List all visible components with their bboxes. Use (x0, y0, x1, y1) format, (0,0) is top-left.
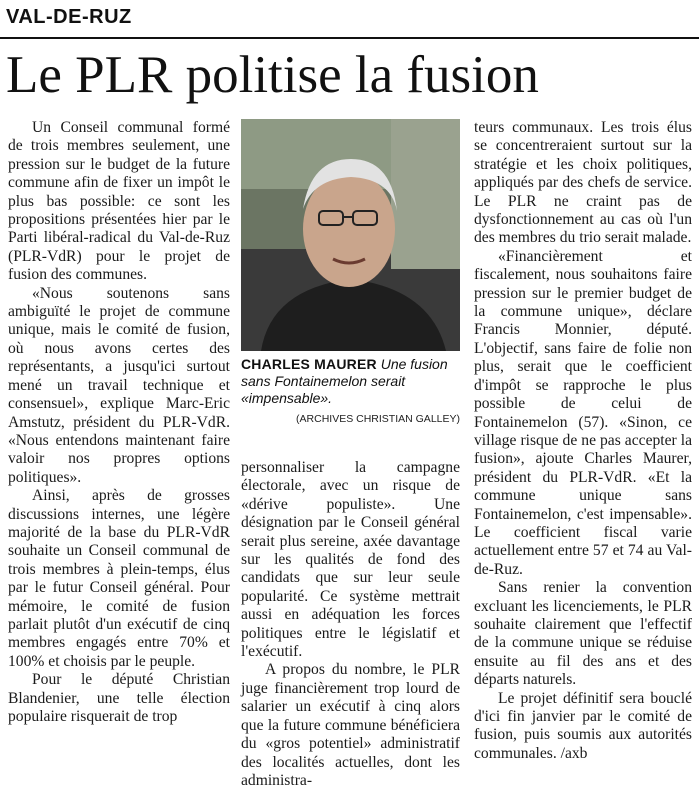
section-header (0, 0, 699, 40)
caption-name: CHARLES MAURER (241, 356, 377, 372)
article-column-1 (8, 119, 230, 726)
photo-credit: (ARCHIVES CHRISTIAN GALLEY) (296, 413, 460, 425)
paragraph: Pour le député Christian Blandenier, une telle élection populaire risquerait de trop (8, 671, 230, 725)
paragraph: Ainsi, après de grosses discussions internes, une légère majorité de la base du PLR-VdR souhaite un Conseil communal de trois membres à plein-temps, élus par le futur Conseil général. Pour mémoire, le comité de fusion parlait plutôt d'un exécutif de cinq membres engagés entre 70% et 100% et choisis par le peuple. (8, 487, 230, 670)
paragraph: A propos du nombre, le PLR juge financièrement trop lourd de salarier un exécutif à cinq alors que la future commune bénéficiera du «gros potentiel» administratif des localités actuelles, dont les administra- (241, 661, 460, 789)
section-label: VAL-DE-RUZ (6, 6, 132, 28)
article-column-3 (474, 119, 692, 763)
photo-caption (241, 356, 460, 407)
paragraph: «Financièrement et fiscalement, nous souhaitons faire pression sur le premier budget de la commune unique», déclare Francis Monnier, député. L'objectif, sans faire de folie non plus, serait que le coefficient d'impôt se rapproche le plus possible de celui de Fontainemelon (57). «Sinon, ce village risque de ne pas accepter la fusion», ajoute Charles Maurer, président du PLR-VdR. «Et la commune unique sans Fontainemelon, c'est impensable». Le coefficient fiscal varie actuellement entre 57 et 74 au Val-de-Ruz. (474, 247, 692, 578)
paragraph: personnaliser la campagne électorale, avec un risque de «dérive populiste». Une désignation par le Conseil général serait plus sereine, axée davantage sur les qualités de fond des candidats que sur leur seule popularité. Ce système mettrait aussi en adéquation les forces politiques entre le législatif et l'exécutif. (241, 459, 460, 661)
paragraph: Le projet définitif sera bouclé d'ici fin janvier par le comité de fusion, puis soumis aux autorités communales. /axb (474, 689, 692, 762)
headline: Le PLR politise la fusion (6, 46, 539, 104)
portrait-photo (241, 119, 460, 351)
portrait-illustration (241, 119, 460, 351)
paragraph: teurs communaux. Les trois élus se concentreraient surtout sur la stratégie et les choix politiques, appliqués par des chefs de service. Le PLR ne craint pas de dysfonctionnement au cas où l'un des membres du trio serait malade. (474, 119, 692, 247)
paragraph: Sans renier la convention excluant les licenciements, le PLR souhaite clairement que l'effectif de la commune unique se réduise ensuite au fil des ans et des départs naturels. (474, 579, 692, 689)
caption-text: Une fusion sans Fontainemelon serait «impensable». (241, 356, 448, 406)
section-rule (0, 37, 699, 39)
paragraph: Un Conseil communal formé de trois membres seulement, une pression sur le budget de la future commune afin de fixer un impôt le plus bas possible: ce sont les propositions présentées hier par le Parti libéral-radical du Val-de-Ruz (PLR-VdR) pour le projet de fusion des communes. (8, 119, 230, 284)
paragraph: «Nous soutenons sans ambiguïté le projet de commune unique, mais le comité de fusion, où nous avons certes des représentants, a jusqu'ici surtout mené un travail technique et consensuel», explique Marc-Eric Amstutz, président du PLR-VdR. «Nous entendons maintenant faire valoir nos propres options politiques». (8, 284, 230, 486)
article-column-2 (241, 459, 460, 790)
